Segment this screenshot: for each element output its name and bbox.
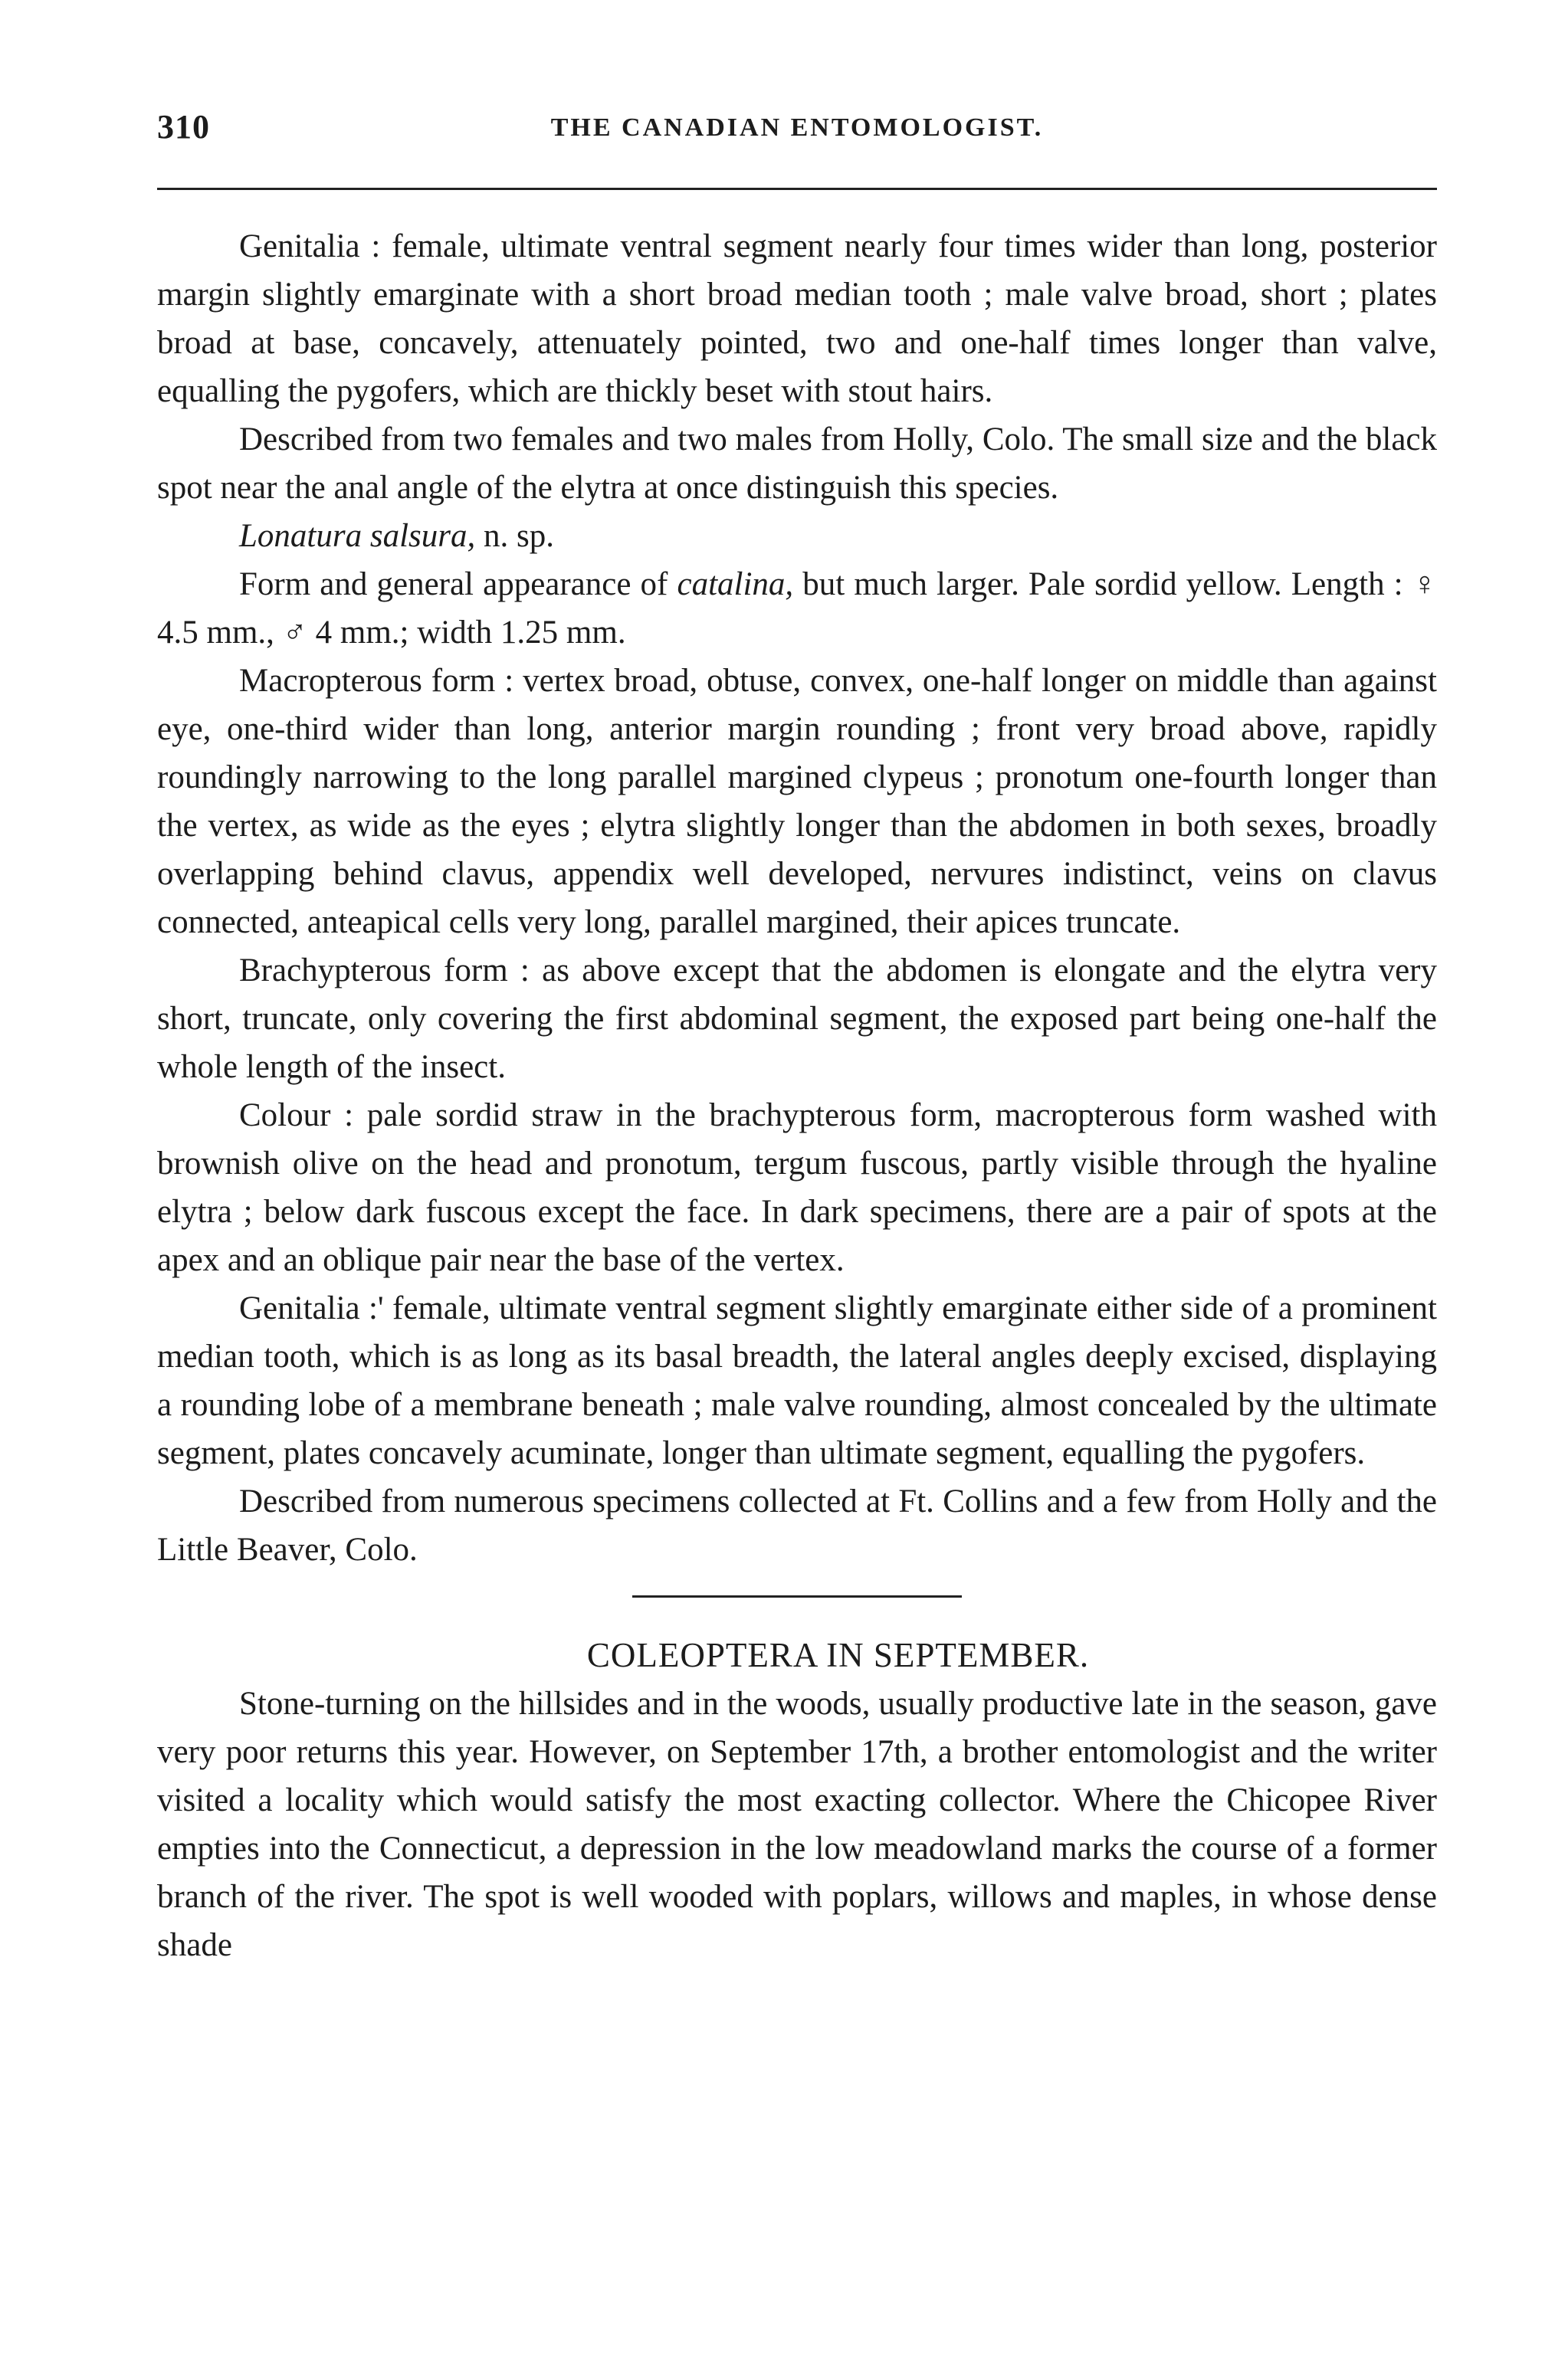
paragraph-brachypterous: Brachypterous form : as above except that the abdomen is elongate and the elytra very short, truncate, only covering the first abdominal segment, the exposed part being one-half the whole length of the insect. xyxy=(157,952,1437,1085)
species-name: Lonatura salsura, xyxy=(239,518,476,554)
species-heading xyxy=(157,512,1437,560)
paragraph-genitalia-1: Genitalia : female, ultimate ventral segment nearly four times wider than long, posterior margin slightly emarginate with a short broad median tooth ; male valve broad, short ; plates broad at base, concavely, attenuately pointed, two and one-half times longer than valve, equalling the pygofers, which are thickly beset with stout hairs. xyxy=(157,228,1437,409)
section-title: COLEOPTERA IN SEPTEMBER. xyxy=(586,1636,1090,1674)
paragraph-form xyxy=(157,560,1437,657)
page-number: 310 xyxy=(157,108,210,146)
paragraph-described-1: Described from two females and two males from Holly, Colo. The small size and the black spot near the anal angle of the elytra at once distinguish this species. xyxy=(157,421,1437,506)
paragraph-described-2: Described from numerous specimens collected at Ft. Collins and a few from Holly and the Little Beaver, Colo. xyxy=(157,1483,1437,1568)
form-text-after: but much larger. Pale sordid yellow. Length : ♀ 4.5 mm., ♂ 4 mm.; width 1.25 mm. xyxy=(157,566,1437,651)
form-text-before: Form and general appearance of xyxy=(239,566,677,602)
header-rule xyxy=(157,188,1437,190)
page-header xyxy=(157,107,1437,169)
page xyxy=(157,107,1437,1963)
article-body xyxy=(157,222,1437,1969)
running-head: THE CANADIAN ENTOMOLOGIST. xyxy=(550,113,1044,142)
species-suffix: n. sp. xyxy=(475,518,554,554)
paragraph-genitalia-2: Genitalia :' female, ultimate ventral segment slightly emarginate either side of a prominent median tooth, which is as long as its basal breadth, the lateral angles deeply excised, displaying a rounding lobe of a membrane beneath ; male valve rounding, almost concealed by the ultimate segment, plates concavely acuminate, longer than ultimate segment, equalling the pygofers. xyxy=(157,1290,1437,1471)
form-text-italic: catalina, xyxy=(677,566,794,602)
paragraph-colour: Colour : pale sordid straw in the brachypterous form, macropterous form washed with brownish olive on the head and pronotum, tergum fuscous, partly visible through the hyaline elytra ; below dark fuscous except the face. In dark specimens, there are a pair of spots at the apex and an oblique pair near the base of the vertex. xyxy=(157,1097,1437,1278)
paragraph-coleoptera: Stone-turning on the hillsides and in the woods, usually productive late in the season, gave very poor returns this year. However, on September 17th, a brother entomologist and the writer visited a locality which would satisfy the most exacting collector. Where the Chicopee River empties into the Connecticut, a depression in the low meadowland marks the course of a former branch of the river. The spot is well wooded with poplars, willows and maples, in whose dense shade xyxy=(157,1686,1437,1963)
paragraph-macropterous: Macropterous form : vertex broad, obtuse, convex, one-half longer on middle than against eye, one-third wider than long, anterior margin rounding ; front very broad above, rapidly roundingly narrowing to the long parallel margined clypeus ; pronotum one-fourth longer than the vertex, as wide as the eyes ; elytra slightly longer than the abdomen in both sexes, broadly overlapping behind clavus, appendix well developed, nervures indistinct, veins on clavus connected, anteapical cells very long, parallel margined, their apices truncate. xyxy=(157,663,1437,940)
section-divider xyxy=(632,1595,962,1598)
